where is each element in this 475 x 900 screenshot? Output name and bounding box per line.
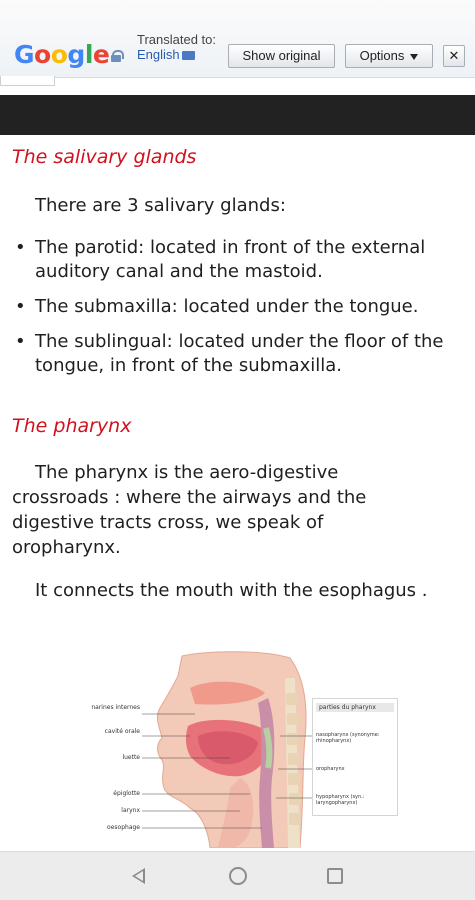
pharynx-paragraph-1: The pharynx is the aero-digestive crossroads : where the airways and the digestive tracts cross, we speak of oropharynx. (12, 462, 367, 558)
list-item: • The sublingual: located under the floor of the tongue, in front of the submaxilla. (12, 330, 474, 378)
chevron-down-icon (410, 54, 418, 60)
pharynx-diagram (90, 648, 410, 848)
label-cavite: cavité orale (104, 728, 140, 735)
translated-to-label: Translated to: English (137, 32, 217, 62)
label-epiglotte: épiglotte (113, 790, 140, 797)
tab-sliver (0, 76, 55, 86)
heading-salivary-glands: The salivary glands (12, 146, 197, 168)
legend-nasopharynx: nasopharynx (synonyme: rhinopharynx) (316, 732, 380, 744)
label-oesophage: oesophage (107, 824, 140, 831)
system-nav-bar (0, 851, 475, 900)
language-selector[interactable]: English (137, 47, 195, 62)
google-logo: Google (14, 40, 110, 69)
list-item: • The parotid: located in front of the external auditory canal and the mastoid. (12, 236, 474, 284)
lock-icon (111, 50, 121, 62)
legend-title: parties du pharynx (316, 703, 394, 712)
home-circle-icon[interactable] (229, 867, 247, 885)
recent-apps-square-icon[interactable] (327, 868, 343, 884)
show-original-button[interactable]: Show original (228, 44, 335, 68)
label-narines: narines internes (91, 704, 140, 711)
legend-oropharynx: oropharynx (316, 766, 345, 772)
pharynx-paragraph-2: It connects the mouth with the esophagus . (35, 580, 428, 601)
legend-hypopharynx: hypopharynx (syn.: laryngopharynx) (316, 794, 365, 806)
translate-bar (0, 0, 475, 78)
site-header-bar (0, 95, 475, 135)
options-label: Options (359, 48, 405, 63)
label-luette: luette (122, 754, 140, 761)
glands-list (12, 236, 474, 389)
heading-pharynx: The pharynx (12, 415, 132, 437)
list-item: • The submaxilla: located under the tongue. (12, 295, 474, 319)
caret-down-icon[interactable] (182, 51, 195, 60)
options-button[interactable] (345, 44, 433, 68)
label-larynx: larynx (121, 807, 140, 814)
salivary-intro: There are 3 salivary glands: (35, 195, 286, 216)
back-triangle-icon[interactable] (132, 868, 145, 884)
close-icon[interactable]: ✕ (443, 45, 465, 67)
